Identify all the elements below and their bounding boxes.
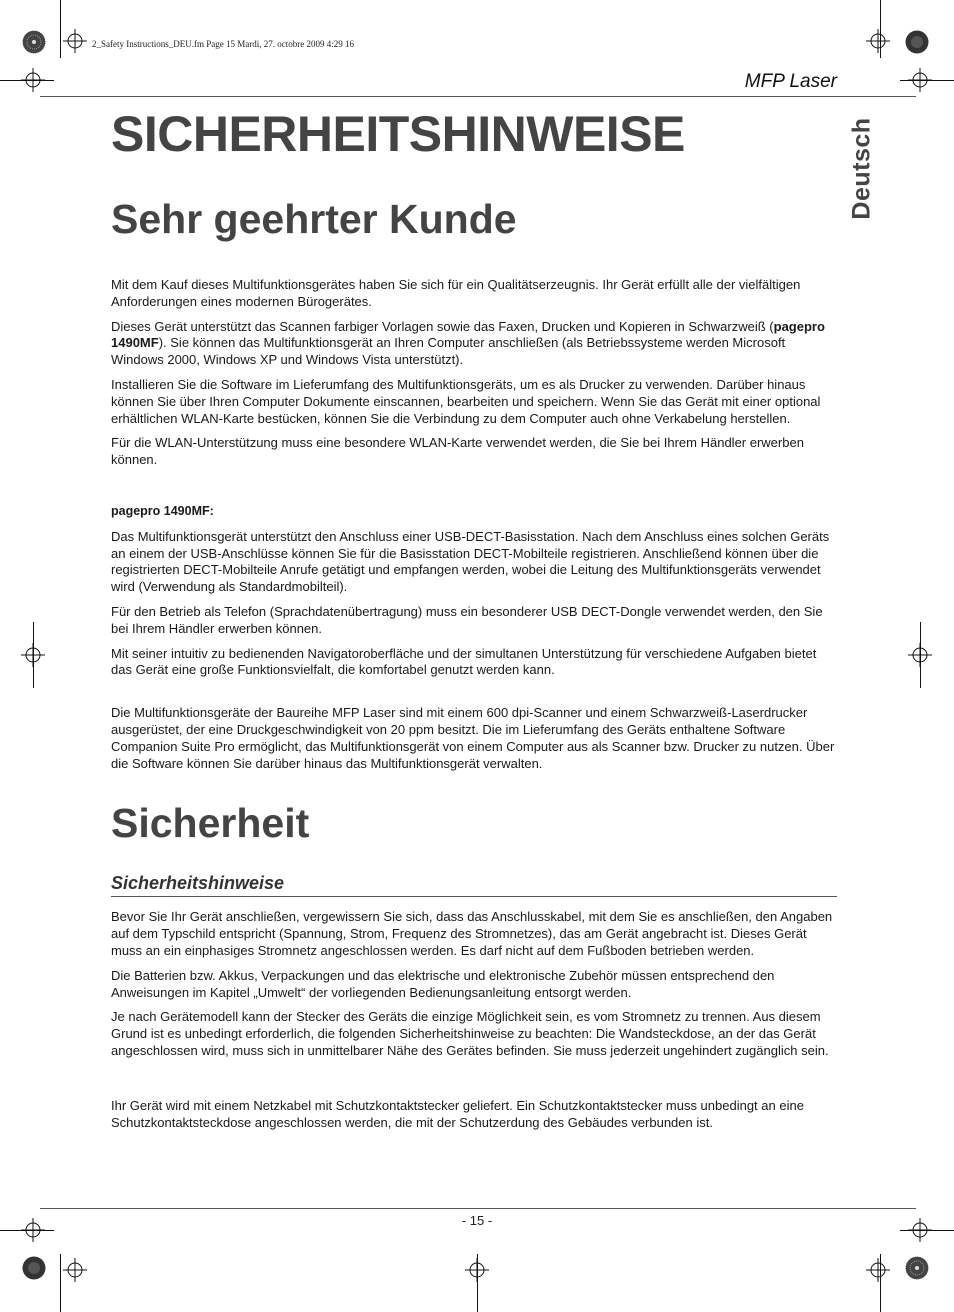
safety-section [111,909,837,1131]
model-paragraph: Mit seiner intuitiv zu bedienenden Navigatoroberfläche und der simultanen Unterstützung für verschiedene Aufgaben bietet das Gerät eine große Funktionsvielfalt, die komfortabel genutzt werden kann. [111,645,817,678]
model-name: pagepro 1490MF [111,318,825,351]
intro-paragraph: Für die WLAN-Unterstützung muss eine besondere WLAN-Karte verwendet werden, die Sie bei Ihrem Händler erwerben können. [111,435,804,468]
registration-crosshair-icon [21,68,45,92]
intro-text: Dieses Gerät unterstützt das Scannen farbiger Vorlagen sowie das Faxen, Drucken und Kopieren in Schwarzweiß ( [111,318,774,334]
registration-crosshair-icon [866,1258,890,1282]
rosette-mark-icon [22,1256,46,1280]
registration-crosshair-icon [63,29,87,53]
page-number: - 15 - [461,1213,493,1228]
registration-crosshair-icon [63,1258,87,1282]
model-heading: pagepro 1490MF: [111,503,214,518]
rosette-mark-icon [905,1256,929,1280]
footer-rule [40,1208,916,1209]
registration-crosshair-icon [908,643,932,667]
trim-mark [60,1254,61,1312]
safety-paragraph: Die Batterien bzw. Akkus, Verpackungen und das elektrische und elektronische Zubehör müssen entsprechend den Anweisungen im Kapitel „Umwelt“ der vorliegenden Bedienungsanleitung entsorgt werden. [111,967,775,1000]
model-section [111,503,837,772]
page-title: SICHERHEITSHINWEISE [111,106,685,162]
safety-paragraph: Ihr Gerät wird mit einem Netzkabel mit Schutzkontaktstecker geliefert. Ein Schutzkontaktstecker muss unbedingt an eine Schutzkontaktsteckdose angeschlossen werden, die mit der Schutzerdung des Gebäudes verbunden ist. [111,1097,804,1130]
safety-subheading: Sicherheitshinweise [111,872,837,897]
safety-paragraph: Je nach Gerätemodell kann der Stecker des Geräts die einzige Möglichkeit sein, es vom Stromnetz zu trennen. Aus diesem Grund ist es unbedingt erforderlich, die folgenden Sicherheitshinweise zu beachten: Die Wandsteckdose, an der das Gerät angeschlossen wird, muss sich in unmittelbarer Nähe des Gerätes befinden. Sie muss jederzeit ungehindert zugänglich sein. [111,1009,829,1058]
product-name: MFP Laser [744,71,837,92]
trim-mark [60,0,61,58]
rosette-mark-icon [22,30,46,54]
intro-text: ). Sie können das Multifunktionsgerät an Ihren Computer anschließen (als Betriebssysteme werden Microsoft Windows 2000, Windows XP und Windows Vista unterstützt). [111,335,786,368]
intro-section [111,277,837,469]
registration-crosshair-icon [908,68,932,92]
model-paragraph: Das Multifunktionsgerät unterstützt den Anschluss einer USB-DECT-Basisstation. Nach dem Anschluss eines solchen Geräts an einem der USB-Anschlüsse können Sie für die Basisstation DECT-Mobilteile registrieren. Anschließend können über die registrierten DECT-Mobilteile Anrufe getätigt und empfangen werden, wobei die Leitung des Multifunktionsgeräts verwendet wird (Verwendung als Standardmobilteil). [111,528,830,595]
page-content [111,104,837,1139]
language-tab [842,116,882,220]
intro-paragraph [111,319,837,369]
registration-crosshair-icon [465,1258,489,1282]
print-info-line: 2_Safety Instructions_DEU.fm Page 15 Mardi, 27. octobre 2009 4:29 16 [92,39,354,49]
safety-heading: Sicherheit [111,800,310,847]
model-paragraph: Für den Betrieb als Telefon (Sprachdatenübertragung) muss ein besonderer USB DECT-Dongle verwendet werden, den Sie bei Ihrem Händler erwerben können. [111,603,823,636]
registration-crosshair-icon [866,29,890,53]
language-tab-label: Deutsch [847,116,876,220]
registration-crosshair-icon [21,643,45,667]
header-rule [40,96,916,97]
safety-paragraph: Bevor Sie Ihr Gerät anschließen, vergewissern Sie sich, dass das Anschlusskabel, mit dem Sie es anschließen, den Angaben auf dem Typschild entspricht (Spannung, Strom, Frequenz des Stromnetzes), das am Gerät angebracht ist. Dieses Gerät muss an ein einphasiges Stromnetz angeschlossen werden. Es darf nicht auf dem Fußboden betrieben werden. [111,909,833,958]
intro-paragraph: Installieren Sie die Software im Lieferumfang des Multifunktionsgeräts, um es als Drucker zu verwenden. Darüber hinaus können Sie über Ihren Computer Dokumente einscannen, bearbeiten und speichern. Wenn Sie das Gerät mit einer optional erhältlichen WLAN-Karte bestücken, können Sie die Verbindung zu dem Computer auch ohne Verkabelung herstellen. [111,376,821,426]
series-paragraph: Die Multifunktionsgeräte der Baureihe MFP Laser sind mit einem 600 dpi-Scanner und einem Schwarzweiß-Laserdrucker ausgerüstet, der eine Druckgeschwindigkeit von 20 ppm besitzt. Die im Lieferumfang des Geräts enthaltene Software Companion Suite Pro ermöglicht, das Multifunktionsgerät von einem Computer aus als Scanner bzw. Drucker zu nutzen. Über die Software können Sie darüber hinaus das Multifunktionsgerät verwalten. [111,705,835,771]
intro-heading: Sehr geehrter Kunde [111,196,517,242]
rosette-mark-icon [905,30,929,54]
intro-paragraph: Mit dem Kauf dieses Multifunktionsgerätes haben Sie sich für ein Qualitätserzeugnis. Ihr Gerät erfüllt alle der vielfältigen Anforderungen eines modernen Bürogerätes. [111,277,801,309]
